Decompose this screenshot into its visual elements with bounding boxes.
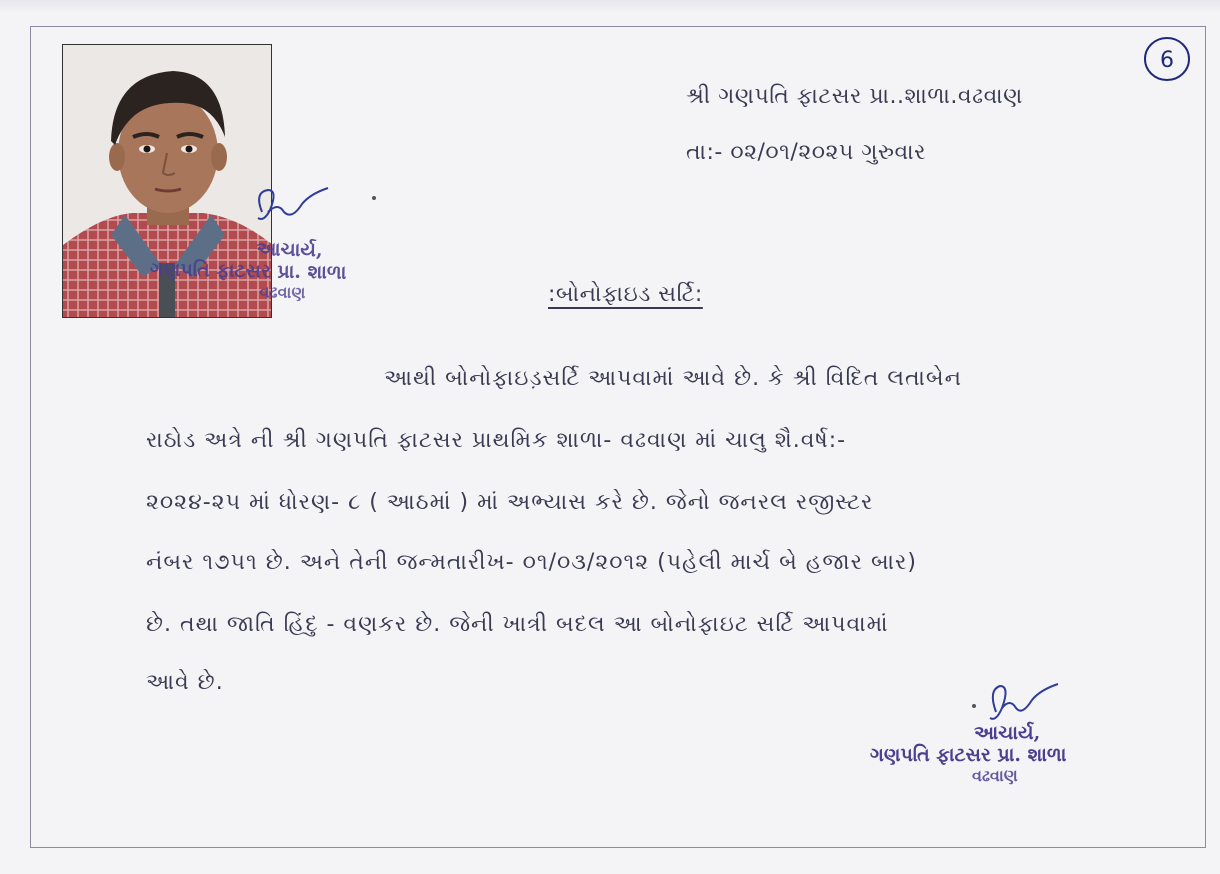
body-line: આથી બોનોફાઇડ઼સર્ટિ આપવામાં આવે છે. કે શ્રી વિદિત લતાબેન — [384, 366, 962, 391]
stamp-top-school: ગણપતિ ફાટસર પ્રા. શાળા — [149, 258, 347, 284]
stamp-top-title: આચાર્ય, — [256, 238, 323, 262]
body-line: નંબર ૧૭૫૧ છે. અને તેની જન્મતારીખ- ૦૧/૦૩/૨૦૧૨ (પહેલી માર્ચ બે હજાર બાર) — [146, 550, 917, 575]
page-mark-text: 6 — [1160, 48, 1174, 73]
body-line: ૨૦૨૪-૨૫ માં ધોરણ- ૮ ( આઠમાં ) માં અભ્યાસ કરે છે. જેનો જનરલ રજીસ્ટર — [146, 490, 874, 515]
principal-stamp-bottom — [870, 722, 1066, 786]
scan-top-edge — [0, 0, 1220, 14]
body-line: છે. તથા જાતિ હિંદુ - વણકર છે. જેની ખાત્રી બદલ આ બોનોફાઇટ સર્ટિ આપવામાં — [146, 612, 889, 637]
stamp-bottom-school: ગણપતિ ફાટસર પ્રા. શાળા — [870, 744, 1067, 766]
body-line: આવે છે. — [146, 670, 224, 695]
signature-top — [248, 182, 338, 232]
school-name-header: શ્રી ગણપતિ ફાટસર પ્રા..શાળા.વઢવાણ — [686, 84, 1023, 109]
stamp-bottom-place: વઢવાણ — [972, 766, 1018, 785]
date-line: તા:- ૦૨/૦૧/૨૦૨૫ ગુરુવાર — [686, 140, 927, 165]
stamp-bottom-title: આચાર્ય, — [974, 722, 1041, 744]
stamp-top-place: વઢવાણ — [259, 282, 306, 303]
principal-stamp-top — [149, 236, 346, 303]
scan-speck — [372, 196, 376, 200]
circled-page-number — [1142, 34, 1192, 84]
body-line: રાઠોડ અત્રે ની શ્રી ગણપતિ ફાટસર પ્રાથમિક શાળા- વઢવાણ માં ચાલુ શૈ.વર્ષ:- — [146, 428, 847, 453]
certificate-subject: :બોનોફાઇડ સર્ટિ: — [548, 282, 703, 307]
scan-speck — [972, 704, 976, 708]
